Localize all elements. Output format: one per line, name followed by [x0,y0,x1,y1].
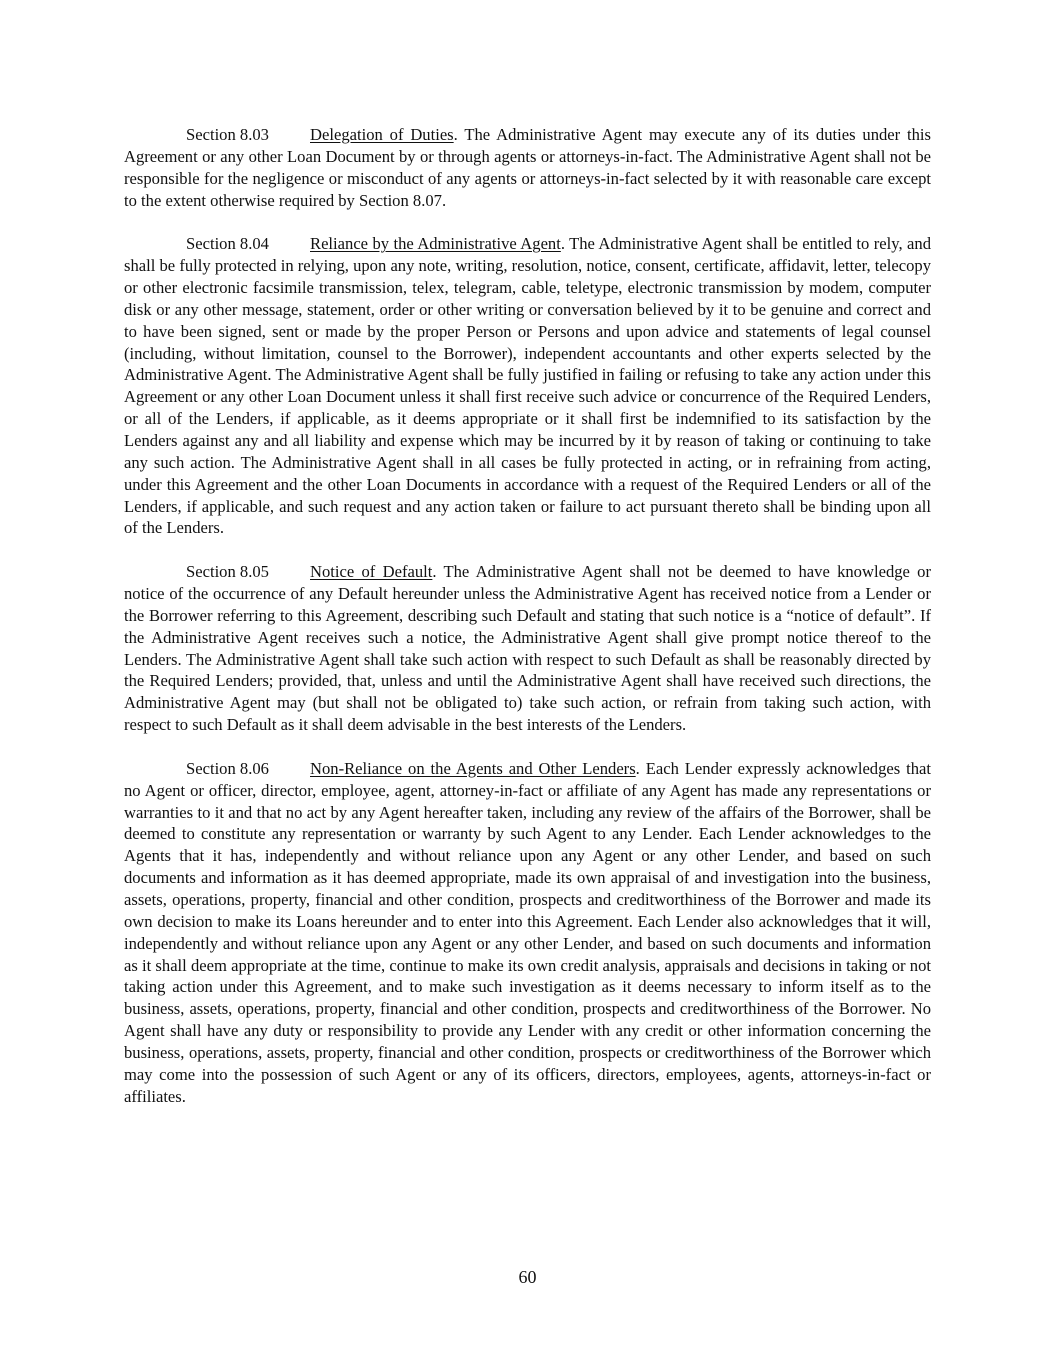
section-number: Section 8.05 [186,562,269,582]
section-title: Notice of Default [310,562,433,582]
section-title: Delegation of Duties [310,125,454,144]
section-title: Non-Reliance on the Agents and Other Lenders [310,758,636,778]
section-8-03 [124,124,931,211]
section-body: . The Administrative Agent shall be entitled to rely, and shall be fully protected in relying, upon any note, writing, resolution, notice, consent, certificate, affidavit, letter, telecopy or other electronic facsimile transmission, telex, telegram, cable, teletype, electronic transmission by modem, computer disk or any other message, statement, order or other writing or conversation believed by it to be genuine and correct and to have been signed, sent or made by the proper Person or Persons and upon advice and statements of legal counsel (including, without limitation, counsel to the Borrower), independent accountants and other experts selected by the Administrative Agent. The Administrative Agent shall be fully justified in failing or refusing to take any action under this Agreement or any other Loan Document unless it shall first receive such advice or concurrence of the Required Lenders, or all of the Lenders, if applicable, as it deems appropriate or it shall first be indemnified to its satisfaction by the Lenders against any and all liability and expense which may be incurred by it by reason of taking or continuing to take any such action. The Administrative Agent shall in all cases be fully protected in acting, or in refraining from acting, under this Agreement and the other Loan Documents in accordance with a request of the Required Lenders or all of the Lenders, if applicable, and such request and any action taken or failure to act pursuant thereto shall be binding upon all of the Lenders. [124,234,931,538]
section-number: Section 8.04 [186,234,269,254]
section-number: Section 8.03 [186,125,269,144]
page-number: 60 [518,1267,537,1287]
section-8-05 [124,561,931,736]
section-body: . The Administrative Agent shall not be deemed to have knowledge or notice of the occurrence of any Default hereunder unless the Administrative Agent has received notice from a Lender or the Borrower referring to this Agreement, describing such Default and stating that such notice is a “notice of default”. If the Administrative Agent receives such a notice, the Administrative Agent shall give prompt notice thereof to the Lenders. The Administrative Agent shall take such action with respect to such Default as shall be reasonably directed by the Required Lenders; provided, that, unless and until the Administrative Agent shall have received such directions, the Administrative Agent may (but shall not be obligated to) take such action, or refrain from taking such action, with respect to such Default as it shall deem advisable in the best interests of the Lenders. [124,562,932,735]
section-number: Section 8.06 [186,758,269,778]
section-body: . The Administrative Agent may execute any of its duties under this Agreement or any other Loan Document by or through agents or attorneys-in-fact. The Administrative Agent shall not be responsible for the negligence or misconduct of any agents or attorneys-in-fact selected by it with reasonable care except to the extent otherwise required by Section 8.07. [124,125,931,210]
section-8-06 [124,758,931,1108]
section-title: Reliance by the Administrative Agent [310,234,561,254]
section-body: . Each Lender expressly acknowledges that no Agent or officer, director, employee, agent, attorney-in-fact or affiliate of any Agent has made any representations or warranties to it and that no act by any Agent hereafter taken, including any review of the affairs of the Borrower, shall be deemed to constitute any representation or warranty by such Agent to any Lender. Each Lender acknowledges to the Agents that it has, independently and without reliance upon any Agent or any other Lender, and based on such documents and information as it has deemed appropriate, made its own appraisal of and investigation into the business, assets, operations, property, financial and other condition, prospects and creditworthiness of the Borrower and made its own decision to make its Loans hereunder and to enter into this Agreement. Each Lender also acknowledges that it will, independently and without reliance upon any Agent or any other Lender, and based on such documents and information as it shall deem appropriate at the time, continue to make its own credit analysis, appraisals and decisions in taking or not taking action under this Agreement, and to make such investigation as it deems necessary to inform itself as to the business, assets, operations, property, financial and other condition, prospects and creditworthiness of the Borrower. No Agent shall have any duty or responsibility to provide any Lender with any credit or other information concerning the business, operations, assets, property, financial and other condition, prospects or creditworthiness of the Borrower which may come into the possession of such Agent or any of its officers, directors, employees, agents, attorneys-in-fact or affiliates. [124,758,931,1106]
section-8-04 [124,233,931,539]
document-page [124,124,931,1129]
